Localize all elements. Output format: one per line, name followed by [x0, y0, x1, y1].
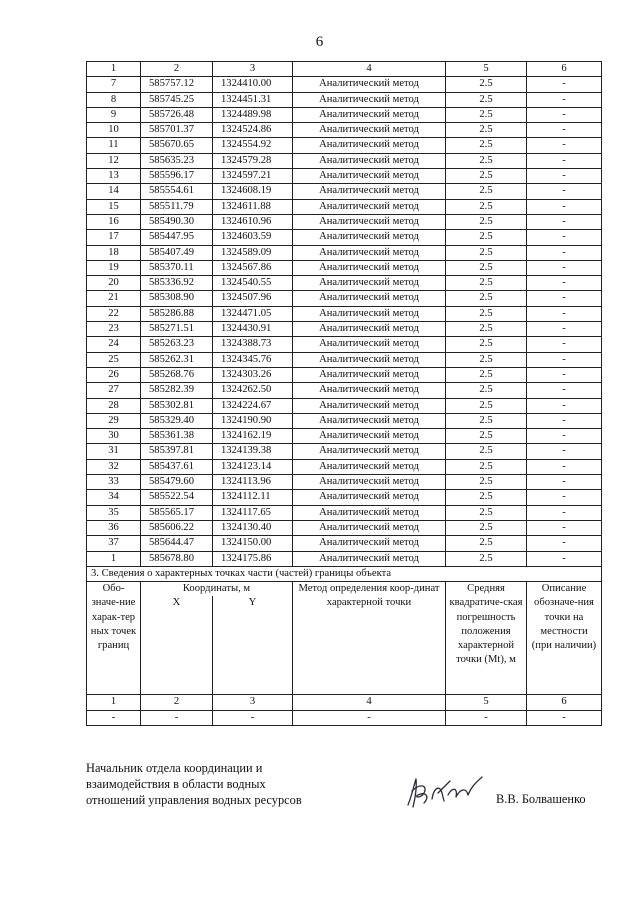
table-row — [87, 276, 602, 291]
point-number-cell: 28 — [87, 398, 141, 413]
x-coordinate-cell: 585479.60 — [141, 475, 213, 490]
y-coordinate-cell: 1324345.76 — [213, 352, 293, 367]
y-coordinate-cell: 1324451.31 — [213, 92, 293, 107]
description-cell: - — [527, 230, 602, 245]
description-cell: - — [527, 169, 602, 184]
y-coordinate-cell: 1324190.90 — [213, 413, 293, 428]
handwritten-signature — [402, 773, 486, 811]
method-cell: Аналитический метод — [293, 77, 446, 92]
table-row — [87, 322, 602, 337]
section3-number-cell: 2 — [141, 695, 213, 710]
table-row — [87, 444, 602, 459]
method-cell: Аналитический метод — [293, 322, 446, 337]
coordinates-table — [86, 61, 602, 726]
table-row — [87, 230, 602, 245]
description-cell: - — [527, 337, 602, 352]
table-row — [87, 383, 602, 398]
signatory-position — [86, 760, 416, 808]
table-row — [87, 551, 602, 566]
description-cell: - — [527, 306, 602, 321]
header-cell: 3 — [213, 62, 293, 77]
table-row — [87, 398, 602, 413]
error-cell: 2.5 — [446, 490, 527, 505]
method-cell: Аналитический метод — [293, 230, 446, 245]
x-header: X — [141, 596, 213, 695]
point-number-cell: 19 — [87, 260, 141, 275]
description-cell: - — [527, 551, 602, 566]
description-cell: - — [527, 322, 602, 337]
error-cell: 2.5 — [446, 260, 527, 275]
description-cell: - — [527, 429, 602, 444]
section3-empty-cell: - — [527, 710, 602, 725]
y-coordinate-cell: 1324507.96 — [213, 291, 293, 306]
y-coordinate-cell: 1324611.88 — [213, 199, 293, 214]
description-cell: - — [527, 352, 602, 367]
error-cell: 2.5 — [446, 536, 527, 551]
x-coordinate-cell: 585268.76 — [141, 367, 213, 382]
description-cell: - — [527, 153, 602, 168]
point-number-cell: 14 — [87, 184, 141, 199]
y-coordinate-cell: 1324603.59 — [213, 230, 293, 245]
x-coordinate-cell: 585678.80 — [141, 551, 213, 566]
point-number-cell: 9 — [87, 107, 141, 122]
point-number-cell: 36 — [87, 520, 141, 535]
table-row — [87, 184, 602, 199]
point-number-cell: 37 — [87, 536, 141, 551]
method-cell: Аналитический метод — [293, 169, 446, 184]
x-coordinate-cell: 585757.12 — [141, 77, 213, 92]
point-number-cell: 18 — [87, 245, 141, 260]
method-cell: Аналитический метод — [293, 413, 446, 428]
y-coordinate-cell: 1324567.86 — [213, 260, 293, 275]
table-row — [87, 260, 602, 275]
x-coordinate-cell: 585670.65 — [141, 138, 213, 153]
description-cell: - — [527, 505, 602, 520]
x-coordinate-cell: 585606.22 — [141, 520, 213, 535]
description-cell: - — [527, 123, 602, 138]
y-coordinate-cell: 1324410.00 — [213, 77, 293, 92]
table-row — [87, 429, 602, 444]
point-number-cell: 34 — [87, 490, 141, 505]
description-cell: - — [527, 413, 602, 428]
method-cell: Аналитический метод — [293, 352, 446, 367]
method-cell: Аналитический метод — [293, 260, 446, 275]
header-cell: 6 — [527, 62, 602, 77]
error-cell: 2.5 — [446, 475, 527, 490]
error-cell: 2.5 — [446, 291, 527, 306]
desc-header: Описание обозначе-ния точки на местности (при наличии) — [527, 582, 602, 695]
x-coordinate-cell: 585635.23 — [141, 153, 213, 168]
error-cell: 2.5 — [446, 77, 527, 92]
table-row — [87, 367, 602, 382]
x-coordinate-cell: 585437.61 — [141, 459, 213, 474]
y-header: Y — [213, 596, 293, 695]
y-coordinate-cell: 1324388.73 — [213, 337, 293, 352]
method-cell: Аналитический метод — [293, 153, 446, 168]
section3-header-row — [87, 582, 602, 597]
table-row — [87, 153, 602, 168]
table-row — [87, 459, 602, 474]
y-coordinate-cell: 1324471.05 — [213, 306, 293, 321]
point-number-cell: 16 — [87, 214, 141, 229]
y-coordinate-cell: 1324117.65 — [213, 505, 293, 520]
position-line: взаимодействия в области водных — [86, 777, 266, 791]
error-cell: 2.5 — [446, 322, 527, 337]
description-cell: - — [527, 383, 602, 398]
description-cell: - — [527, 92, 602, 107]
coords-header: Координаты, м — [141, 582, 293, 597]
y-coordinate-cell: 1324112.11 — [213, 490, 293, 505]
method-cell: Аналитический метод — [293, 123, 446, 138]
section3-empty-cell: - — [446, 710, 527, 725]
section3-empty-cell: - — [213, 710, 293, 725]
description-cell: - — [527, 520, 602, 535]
section3-empty-cell: - — [141, 710, 213, 725]
error-cell: 2.5 — [446, 245, 527, 260]
x-coordinate-cell: 585701.37 — [141, 123, 213, 138]
method-cell: Аналитический метод — [293, 245, 446, 260]
header-cell: 1 — [87, 62, 141, 77]
section3-number-cell: 1 — [87, 695, 141, 710]
error-cell: 2.5 — [446, 306, 527, 321]
error-header: Средняя квадратиче-ская погрешность положения характерной точки (Mt), м — [446, 582, 527, 695]
y-coordinate-cell: 1324430.91 — [213, 322, 293, 337]
y-coordinate-cell: 1324262.50 — [213, 383, 293, 398]
description-cell: - — [527, 260, 602, 275]
point-number-cell: 12 — [87, 153, 141, 168]
method-cell: Аналитический метод — [293, 398, 446, 413]
x-coordinate-cell: 585745.25 — [141, 92, 213, 107]
header-number-row — [87, 62, 602, 77]
x-coordinate-cell: 585407.49 — [141, 245, 213, 260]
position-line: отношений управления водных ресурсов — [86, 793, 302, 807]
point-number-cell: 8 — [87, 92, 141, 107]
description-cell: - — [527, 107, 602, 122]
method-cell: Аналитический метод — [293, 429, 446, 444]
error-cell: 2.5 — [446, 276, 527, 291]
designation-header: Обо-значе-ние харак-тер ных точек границ — [87, 582, 141, 695]
header-cell: 5 — [446, 62, 527, 77]
error-cell: 2.5 — [446, 398, 527, 413]
y-coordinate-cell: 1324524.86 — [213, 123, 293, 138]
section3-empty-cell: - — [293, 710, 446, 725]
method-cell: Аналитический метод — [293, 276, 446, 291]
description-cell: - — [527, 398, 602, 413]
description-cell: - — [527, 276, 602, 291]
point-number-cell: 24 — [87, 337, 141, 352]
description-cell: - — [527, 184, 602, 199]
x-coordinate-cell: 585565.17 — [141, 505, 213, 520]
point-number-cell: 30 — [87, 429, 141, 444]
point-number-cell: 31 — [87, 444, 141, 459]
table-row — [87, 92, 602, 107]
x-coordinate-cell: 585262.31 — [141, 352, 213, 367]
point-number-cell: 23 — [87, 322, 141, 337]
header-cell: 4 — [293, 62, 446, 77]
table-row — [87, 505, 602, 520]
y-coordinate-cell: 1324139.38 — [213, 444, 293, 459]
y-coordinate-cell: 1324224.67 — [213, 398, 293, 413]
section3-empty-cell: - — [87, 710, 141, 725]
table-row — [87, 337, 602, 352]
x-coordinate-cell: 585271.51 — [141, 322, 213, 337]
x-coordinate-cell: 585282.39 — [141, 383, 213, 398]
point-number-cell: 20 — [87, 276, 141, 291]
y-coordinate-cell: 1324113.96 — [213, 475, 293, 490]
table-row — [87, 490, 602, 505]
error-cell: 2.5 — [446, 138, 527, 153]
method-cell: Аналитический метод — [293, 184, 446, 199]
point-number-cell: 25 — [87, 352, 141, 367]
method-cell: Аналитический метод — [293, 459, 446, 474]
table-row — [87, 520, 602, 535]
y-coordinate-cell: 1324489.98 — [213, 107, 293, 122]
section3-empty-row — [87, 710, 602, 725]
method-cell: Аналитический метод — [293, 520, 446, 535]
table-row — [87, 475, 602, 490]
y-coordinate-cell: 1324597.21 — [213, 169, 293, 184]
error-cell: 2.5 — [446, 352, 527, 367]
header-cell: 2 — [141, 62, 213, 77]
error-cell: 2.5 — [446, 214, 527, 229]
table-row — [87, 107, 602, 122]
table-row — [87, 352, 602, 367]
method-cell: Аналитический метод — [293, 383, 446, 398]
x-coordinate-cell: 585308.90 — [141, 291, 213, 306]
point-number-cell: 26 — [87, 367, 141, 382]
method-header: Метод определения коор-динат характерной точки — [293, 582, 446, 695]
y-coordinate-cell: 1324608.19 — [213, 184, 293, 199]
y-coordinate-cell: 1324175.86 — [213, 551, 293, 566]
description-cell: - — [527, 536, 602, 551]
method-cell: Аналитический метод — [293, 337, 446, 352]
method-cell: Аналитический метод — [293, 107, 446, 122]
description-cell: - — [527, 245, 602, 260]
point-number-cell: 15 — [87, 199, 141, 214]
point-number-cell: 1 — [87, 551, 141, 566]
table-row — [87, 306, 602, 321]
error-cell: 2.5 — [446, 169, 527, 184]
error-cell: 2.5 — [446, 123, 527, 138]
point-number-cell: 35 — [87, 505, 141, 520]
section3-title: 3. Сведения о характерных точках части (частей) границы объекта — [87, 566, 602, 581]
description-cell: - — [527, 475, 602, 490]
table-row — [87, 536, 602, 551]
y-coordinate-cell: 1324123.14 — [213, 459, 293, 474]
description-cell: - — [527, 444, 602, 459]
x-coordinate-cell: 585286.88 — [141, 306, 213, 321]
y-coordinate-cell: 1324303.26 — [213, 367, 293, 382]
point-number-cell: 10 — [87, 123, 141, 138]
page-number: 6 — [315, 34, 324, 50]
error-cell: 2.5 — [446, 367, 527, 382]
x-coordinate-cell: 585522.54 — [141, 490, 213, 505]
error-cell: 2.5 — [446, 153, 527, 168]
y-coordinate-cell: 1324579.28 — [213, 153, 293, 168]
point-number-cell: 11 — [87, 138, 141, 153]
x-coordinate-cell: 585336.92 — [141, 276, 213, 291]
error-cell: 2.5 — [446, 551, 527, 566]
point-number-cell: 32 — [87, 459, 141, 474]
x-coordinate-cell: 585361.38 — [141, 429, 213, 444]
description-cell: - — [527, 138, 602, 153]
method-cell: Аналитический метод — [293, 291, 446, 306]
x-coordinate-cell: 585447.95 — [141, 230, 213, 245]
table-row — [87, 138, 602, 153]
point-number-cell: 7 — [87, 77, 141, 92]
error-cell: 2.5 — [446, 184, 527, 199]
error-cell: 2.5 — [446, 520, 527, 535]
table-row — [87, 123, 602, 138]
table-row — [87, 77, 602, 92]
point-number-cell: 21 — [87, 291, 141, 306]
x-coordinate-cell: 585329.40 — [141, 413, 213, 428]
method-cell: Аналитический метод — [293, 367, 446, 382]
position-line: Начальник отдела координации и — [86, 761, 263, 775]
table-row — [87, 291, 602, 306]
y-coordinate-cell: 1324150.00 — [213, 536, 293, 551]
point-number-cell: 29 — [87, 413, 141, 428]
method-cell: Аналитический метод — [293, 306, 446, 321]
error-cell: 2.5 — [446, 505, 527, 520]
y-coordinate-cell: 1324162.19 — [213, 429, 293, 444]
section3 — [87, 566, 602, 725]
table-row — [87, 245, 602, 260]
x-coordinate-cell: 585263.23 — [141, 337, 213, 352]
method-cell: Аналитический метод — [293, 92, 446, 107]
method-cell: Аналитический метод — [293, 536, 446, 551]
error-cell: 2.5 — [446, 230, 527, 245]
table-row — [87, 169, 602, 184]
method-cell: Аналитический метод — [293, 490, 446, 505]
x-coordinate-cell: 585490.30 — [141, 214, 213, 229]
section3-number-cell: 3 — [213, 695, 293, 710]
method-cell: Аналитический метод — [293, 214, 446, 229]
method-cell: Аналитический метод — [293, 199, 446, 214]
method-cell: Аналитический метод — [293, 475, 446, 490]
coordinates-table-body — [87, 62, 602, 567]
error-cell: 2.5 — [446, 444, 527, 459]
section3-number-cell: 6 — [527, 695, 602, 710]
error-cell: 2.5 — [446, 92, 527, 107]
y-coordinate-cell: 1324589.09 — [213, 245, 293, 260]
table-row — [87, 199, 602, 214]
point-number-cell: 22 — [87, 306, 141, 321]
y-coordinate-cell: 1324130.40 — [213, 520, 293, 535]
x-coordinate-cell: 585302.81 — [141, 398, 213, 413]
method-cell: Аналитический метод — [293, 551, 446, 566]
point-number-cell: 17 — [87, 230, 141, 245]
point-number-cell: 33 — [87, 475, 141, 490]
y-coordinate-cell: 1324554.92 — [213, 138, 293, 153]
x-coordinate-cell: 585726.48 — [141, 107, 213, 122]
error-cell: 2.5 — [446, 199, 527, 214]
error-cell: 2.5 — [446, 459, 527, 474]
x-coordinate-cell: 585644.47 — [141, 536, 213, 551]
description-cell: - — [527, 459, 602, 474]
description-cell: - — [527, 490, 602, 505]
error-cell: 2.5 — [446, 337, 527, 352]
y-coordinate-cell: 1324610.96 — [213, 214, 293, 229]
x-coordinate-cell: 585554.61 — [141, 184, 213, 199]
method-cell: Аналитический метод — [293, 444, 446, 459]
point-number-cell: 27 — [87, 383, 141, 398]
error-cell: 2.5 — [446, 429, 527, 444]
method-cell: Аналитический метод — [293, 138, 446, 153]
section3-number-row — [87, 695, 602, 710]
signatory-name: В.В. Болвашенко — [496, 792, 586, 806]
x-coordinate-cell: 585397.81 — [141, 444, 213, 459]
description-cell: - — [527, 199, 602, 214]
description-cell: - — [527, 77, 602, 92]
section3-number-cell: 5 — [446, 695, 527, 710]
error-cell: 2.5 — [446, 107, 527, 122]
description-cell: - — [527, 367, 602, 382]
table-row — [87, 214, 602, 229]
x-coordinate-cell: 585596.17 — [141, 169, 213, 184]
error-cell: 2.5 — [446, 413, 527, 428]
x-coordinate-cell: 585370.11 — [141, 260, 213, 275]
error-cell: 2.5 — [446, 383, 527, 398]
x-coordinate-cell: 585511.79 — [141, 199, 213, 214]
y-coordinate-cell: 1324540.55 — [213, 276, 293, 291]
method-cell: Аналитический метод — [293, 505, 446, 520]
section3-title-row — [87, 566, 602, 581]
point-number-cell: 13 — [87, 169, 141, 184]
description-cell: - — [527, 291, 602, 306]
description-cell: - — [527, 214, 602, 229]
section3-number-cell: 4 — [293, 695, 446, 710]
table-row — [87, 413, 602, 428]
